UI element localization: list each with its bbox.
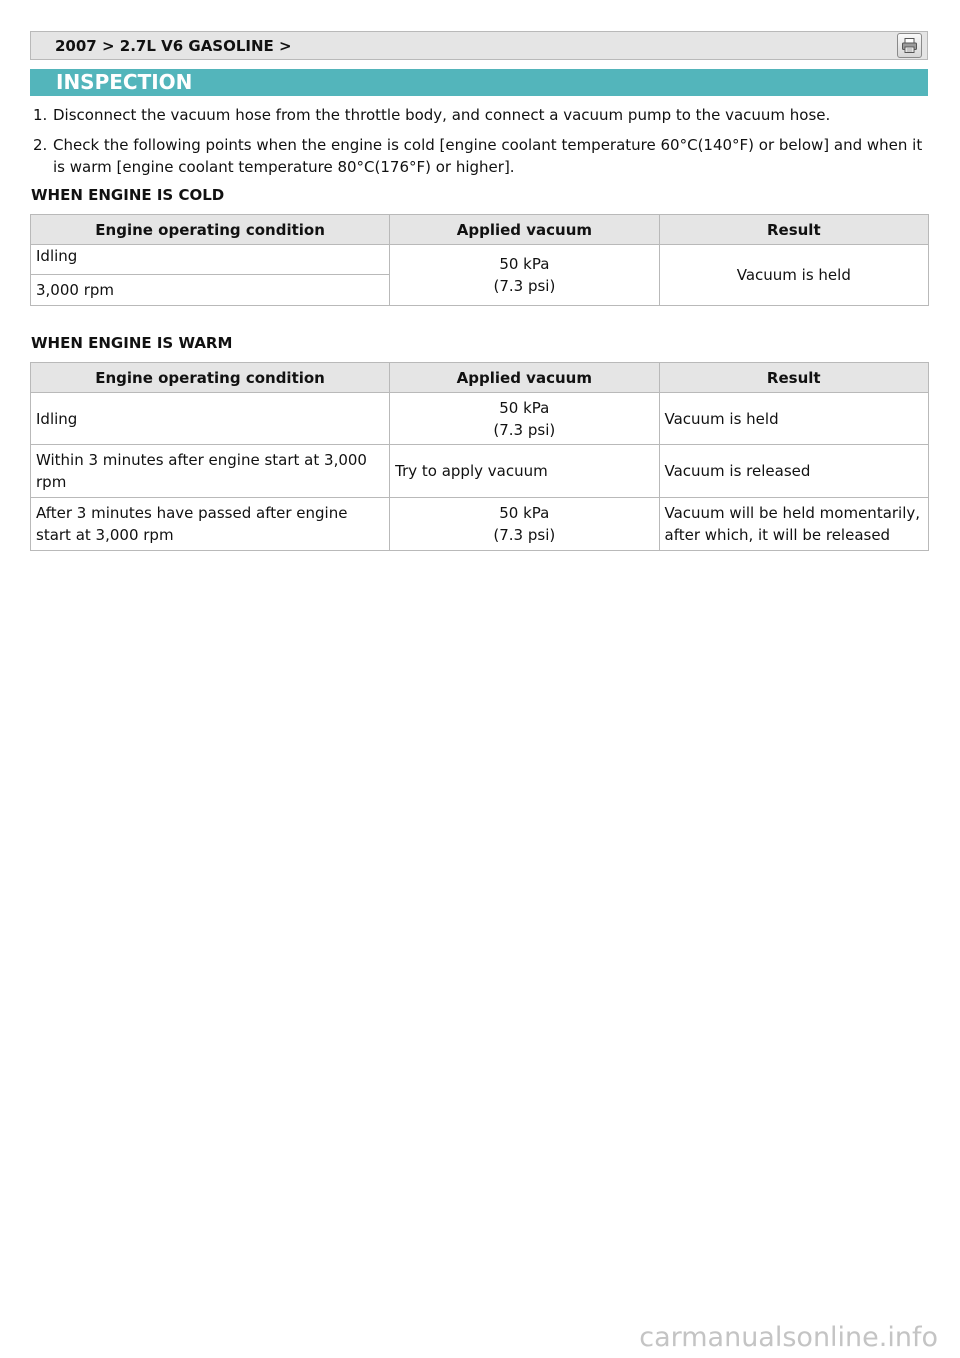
vacuum-value-psi: (7.3 psi)	[493, 526, 556, 544]
table-row	[31, 393, 929, 445]
condition-cell: 3,000 rpm	[31, 275, 390, 306]
table-row	[31, 245, 929, 275]
step-number: 2.	[33, 136, 48, 154]
section-header	[30, 69, 928, 96]
printer-icon	[901, 37, 918, 54]
step-item	[30, 134, 928, 178]
result-cell: Vacuum is released	[659, 445, 929, 498]
section-title: INSPECTION	[56, 70, 193, 94]
step-item	[30, 104, 928, 126]
column-header: Engine operating condition	[31, 215, 390, 245]
result-cell: Vacuum will be held momentarily, after which, it will be released	[659, 498, 929, 551]
breadcrumb-bar	[30, 31, 928, 60]
vacuum-value: 50 kPa	[499, 398, 550, 417]
column-header: Result	[659, 363, 929, 393]
table-row	[31, 498, 929, 551]
column-header: Result	[659, 215, 928, 245]
condition-cell: Idling	[31, 245, 390, 275]
watermark: carmanualsonline.info	[639, 1322, 938, 1353]
step-text: Check the following points when the engine is cold [engine coolant temperature 60°C(140°F) or below] and when it is warm [engine coolant temperature 80°C(176°F) or higher].	[53, 136, 923, 176]
cold-heading: WHEN ENGINE IS COLD	[31, 186, 225, 204]
vacuum-cell	[390, 393, 659, 445]
vacuum-value-psi: (7.3 psi)	[493, 420, 556, 439]
print-button[interactable]	[897, 33, 922, 58]
step-number: 1.	[33, 106, 48, 124]
condition-cell: After 3 minutes have passed after engine start at 3,000 rpm	[31, 498, 390, 551]
column-header: Engine operating condition	[31, 363, 390, 393]
column-header: Applied vacuum	[390, 215, 659, 245]
result-cell: Vacuum is held	[659, 245, 928, 306]
vacuum-value: 50 kPa	[499, 255, 550, 273]
vacuum-value: 50 kPa	[499, 504, 550, 522]
vacuum-value-psi: (7.3 psi)	[493, 277, 556, 295]
result-cell: Vacuum is held	[659, 393, 929, 445]
inspection-steps	[30, 104, 928, 186]
step-text: Disconnect the vacuum hose from the throttle body, and connect a vacuum pump to the vacuum hose.	[53, 106, 831, 124]
vacuum-cell	[390, 498, 659, 551]
table-header-row	[31, 215, 929, 245]
table-header-row	[31, 363, 929, 393]
breadcrumb[interactable]: 2007 > 2.7L V6 GASOLINE >	[55, 37, 292, 55]
warm-engine-table	[30, 362, 929, 551]
vacuum-cell	[390, 245, 659, 306]
condition-cell: Idling	[31, 393, 390, 445]
table-row	[31, 445, 929, 498]
cold-engine-table	[30, 214, 929, 306]
condition-cell: Within 3 minutes after engine start at 3,000 rpm	[31, 445, 390, 498]
vacuum-cell: Try to apply vacuum	[390, 445, 659, 498]
column-header: Applied vacuum	[390, 363, 659, 393]
warm-heading: WHEN ENGINE IS WARM	[31, 334, 233, 352]
